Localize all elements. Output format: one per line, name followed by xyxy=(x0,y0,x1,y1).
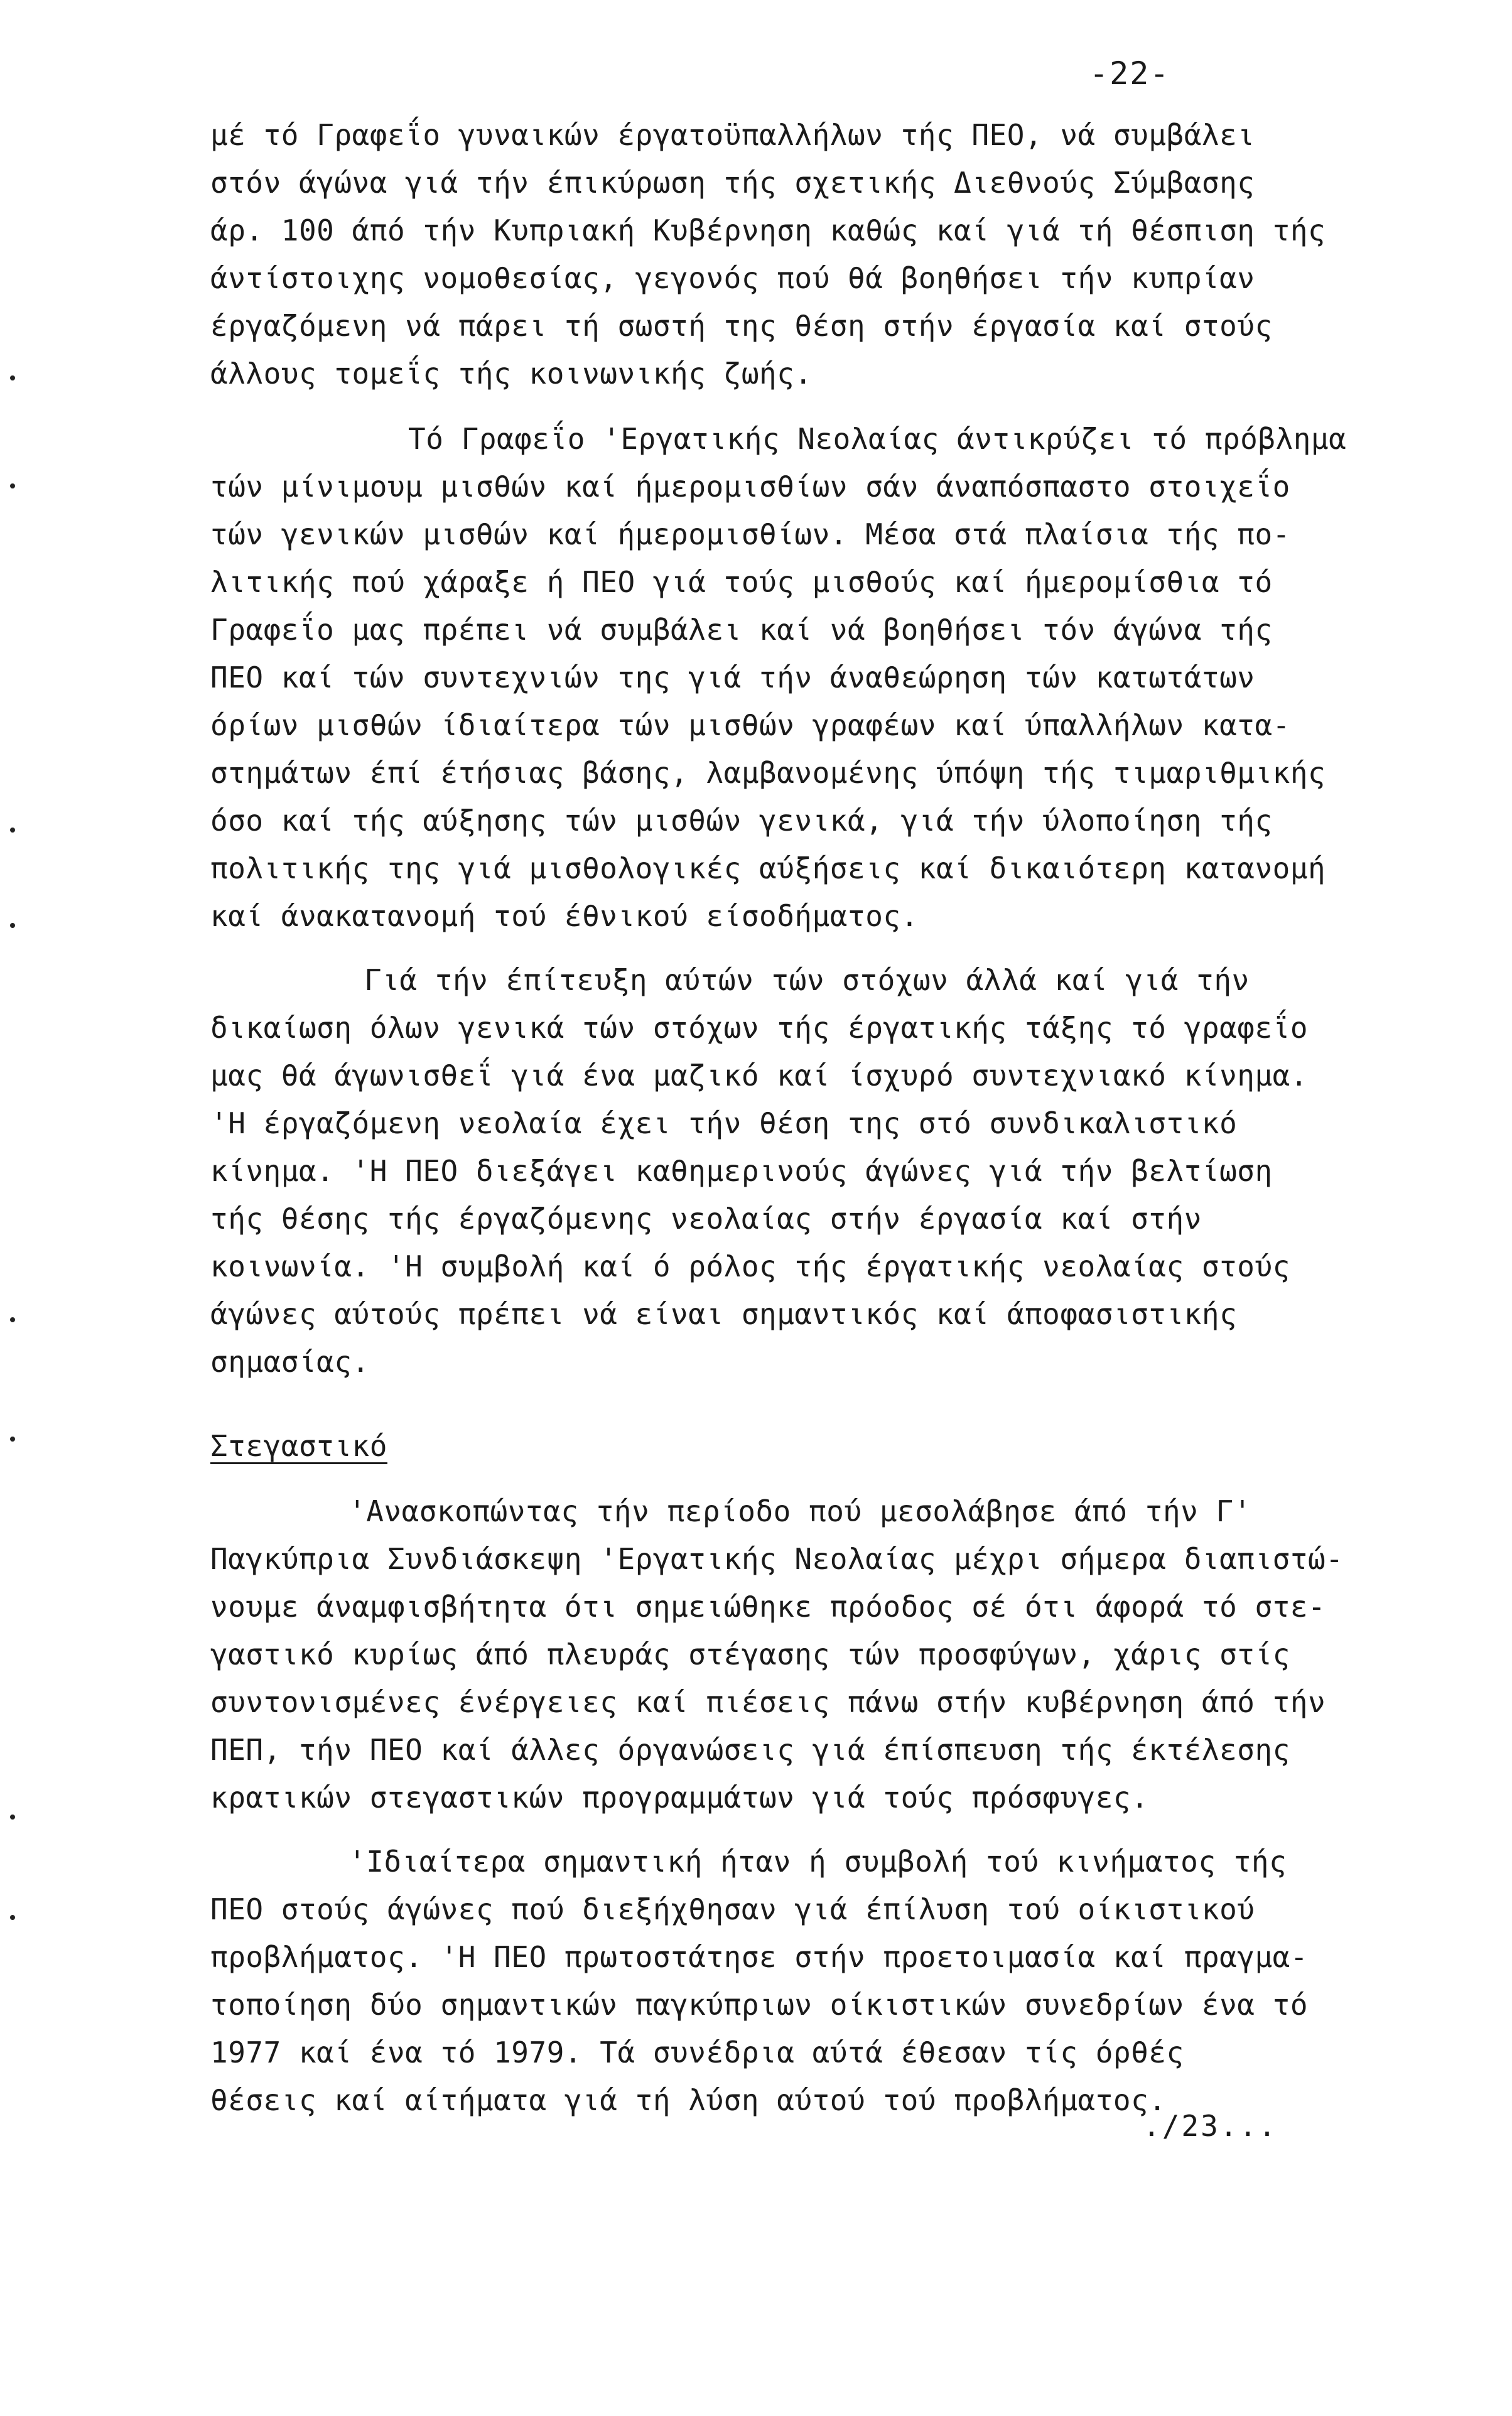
text-line: άντίστοιχης νομοθεσίας, γεγονός πού θά βοηθήσει τήν κυπρίαν xyxy=(210,261,1255,295)
text-line: Γιά τήν έπίτευξη αύτών τών στόχων άλλά καί γιά τήν xyxy=(364,963,1250,997)
text-line: Παγκύπρια Συνδιάσκεψη 'Εργατικής Νεολαίας μέχρι σήμερα διαπιστώ- xyxy=(210,1542,1344,1576)
text-line: δικαίωση όλων γενικά τών στόχων τής έργατικής τάξης τό γραφεΐο xyxy=(210,1011,1309,1045)
text-line: στημάτων έπί έτήσιας βάσης, λαμβανομένης ύπόψη τής τιμαριθμικής xyxy=(210,756,1326,790)
text-line: νουμε άναμφισβήτητα ότι σημειώθηκε πρόοδος σέ ότι άφορά τό στε- xyxy=(210,1590,1326,1624)
margin-mark xyxy=(10,828,15,833)
text-line: άλλους τομεΐς τής κοινωνικής ζωής. xyxy=(210,357,813,391)
text-line: γαστικό κυρίως άπό πλευράς στέγασης τών προσφύγων, χάρις στίς xyxy=(210,1637,1290,1671)
text-line: Τό Γραφεΐο 'Εργατικής Νεολαίας άντικρύζει τό πρόβλημα xyxy=(408,422,1347,456)
text-line: μας θά άγωνισθεΐ γιά ένα μαζικό καί ίσχυρό συντεχνιακό κίνημα. xyxy=(210,1059,1309,1092)
text-line: 1977 καί ένα τό 1979. Τά συνέδρια αύτά έθεσαν τίς όρθές xyxy=(210,2036,1184,2069)
margin-mark xyxy=(10,1815,15,1820)
continuation-reference: ./23... xyxy=(1143,2109,1278,2143)
margin-mark xyxy=(10,923,15,928)
margin-mark xyxy=(10,1317,15,1322)
text-line: μέ τό Γραφεΐο γυναικών έργατοϋπαλλήλων τής ΠΕΟ, νά συμβάλει xyxy=(210,118,1255,152)
text-line: έργαζόμενη νά πάρει τή σωστή της θέση στήν έργασία καί στούς xyxy=(210,309,1273,343)
text-line: τών μίνιμουμ μισθών καί ήμερομισθίων σάν άναπόσπαστο στοιχεΐο xyxy=(210,470,1290,504)
text-line: λιτικής πού χάραξε ή ΠΕΟ γιά τούς μισθούς καί ήμερομίσθια τό xyxy=(210,565,1273,599)
text-line: τοποίηση δύο σημαντικών παγκύπριων οίκιστικών συνεδρίων ένα τό xyxy=(210,1988,1309,2022)
text-line: καί άνακατανομή τού έθνικού είσοδήματος. xyxy=(210,899,919,933)
text-line: κρατικών στεγαστικών προγραμμάτων γιά τούς πρόσφυγες. xyxy=(210,1781,1149,1815)
text-line: ΠΕΟ καί τών συντεχνιών της γιά τήν άναθεώρηση τών κατωτάτων xyxy=(210,661,1255,694)
text-line: τής θέσης τής έργαζόμενης νεολαίας στήν έργασία καί στήν xyxy=(210,1202,1202,1236)
text-line: όσο καί τής αύξησης τών μισθών γενικά, γιά τήν ύλοποίηση τής xyxy=(210,804,1273,838)
text-line: κοινωνία. 'Η συμβολή καί ό ρόλος τής έργατικής νεολαίας στούς xyxy=(210,1249,1290,1283)
text-line: Γραφεΐο μας πρέπει νά συμβάλει καί νά βοηθήσει τόν άγώνα τής xyxy=(210,613,1273,647)
text-line: όρίων μισθών ίδιαίτερα τών μισθών γραφέων καί ύπαλλήλων κατα- xyxy=(210,708,1290,742)
section-heading: Στεγαστικό xyxy=(210,1429,387,1463)
text-line: ΠΕΟ στούς άγώνες πού διεξήχθησαν γιά έπίλυση τού οίκιστικού xyxy=(210,1892,1255,1926)
margin-mark xyxy=(10,1437,15,1442)
text-line: άγώνες αύτούς πρέπει νά είναι σημαντικός καί άποφασιστικής xyxy=(210,1297,1238,1331)
text-line: 'Ανασκοπώντας τήν περίοδο πού μεσολάβησε άπό τήν Γ' xyxy=(348,1494,1251,1528)
text-line: τών γενικών μισθών καί ήμερομισθίων. Μέσα στά πλαίσια τής πο- xyxy=(210,517,1290,551)
text-line: σημασίας. xyxy=(210,1345,370,1379)
text-line: θέσεις καί αίτήματα γιά τή λύση αύτού τού προβλήματος. xyxy=(210,2083,1167,2117)
text-line: άρ. 100 άπό τήν Κυπριακή Κυβέρνηση καθώς καί γιά τή θέσπιση τής xyxy=(210,213,1326,247)
text-line: συντονισμένες ένέργειες καί πιέσεις πάνω στήν κυβέρνηση άπό τήν xyxy=(210,1685,1326,1719)
text-line: ΠΕΠ, τήν ΠΕΟ καί άλλες όργανώσεις γιά έπίσπευση τής έκτέλεσης xyxy=(210,1733,1290,1767)
margin-mark xyxy=(10,1915,15,1920)
margin-mark xyxy=(10,483,15,488)
text-line: στόν άγώνα γιά τήν έπικύρωση τής σχετικής Διεθνούς Σύμβασης xyxy=(210,166,1255,200)
text-line: 'Ιδιαίτερα σημαντική ήταν ή συμβολή τού κινήματος τής xyxy=(348,1845,1287,1879)
text-line: προβλήματος. 'Η ΠΕΟ πρωτοστάτησε στήν προετοιμασία καί πραγμα- xyxy=(210,1940,1309,1974)
text-line: πολιτικής της γιά μισθολογικές αύξήσεις καί δικαιότερη κατανομή xyxy=(210,851,1326,885)
page-number: -22- xyxy=(1089,55,1170,92)
text-line: κίνημα. 'Η ΠΕΟ διεξάγει καθημερινούς άγώνες γιά τήν βελτίωση xyxy=(210,1154,1273,1188)
text-line: 'Η έργαζόμενη νεολαία έχει τήν θέση της στό συνδικαλιστικό xyxy=(210,1106,1238,1140)
margin-mark xyxy=(10,375,15,380)
